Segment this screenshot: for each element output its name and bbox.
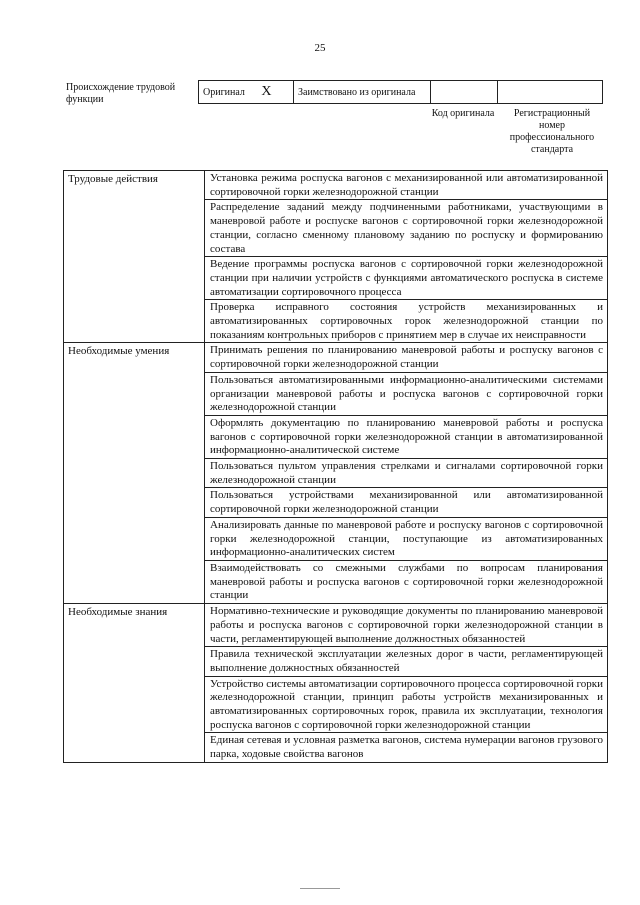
section-item: Принимать решения по планированию маневровой работы и роспуску вагонов с сортировочной горки железнодорожной станции: [205, 343, 608, 372]
section-label: Трудовые действия: [64, 171, 205, 343]
section-label: Необходимые умения: [64, 343, 205, 604]
section-item: Нормативно-технические и руководящие документы по планированию маневровой работы и роспуска вагонов с сортировочной горки железнодорожной станции в части, регламентирующей выполнение должностных обязанностей: [205, 604, 608, 647]
table-row: [64, 604, 608, 647]
original-cell: [199, 81, 294, 104]
code-cell: [431, 81, 498, 104]
section-item: Анализировать данные по маневровой работе и роспуску вагонов с сортировочной горки железнодорожной станции, поступающие из автоматизированных информационно-аналитических систем: [205, 517, 608, 560]
section-label: Необходимые знания: [64, 604, 205, 763]
footer-line: [300, 888, 340, 889]
reg-number-cell: [498, 81, 603, 104]
section-item: Устройство системы автоматизации сортировочного процесса сортировочной горки железнодорожной станции, принцип работы устройств механизированных и автоматизированных сортировочных горок, правила их эксплуатации, технология роспуска вагонов с сортировочной горки железнодорожной станции: [205, 676, 608, 733]
table-row: [64, 171, 608, 200]
section-item: Правила технической эксплуатации железных дорог в части, регламентирующей выполнение должностных обязанностей: [205, 647, 608, 676]
function-table: [63, 170, 608, 763]
origin-table: [198, 80, 603, 104]
section-item: Пользоваться устройствами механизированной или автоматизированной сортировочной горки железнодорожной станции: [205, 488, 608, 517]
section-item: Проверка исправного состояния устройств механизированных и автоматизированных сортировочных горок железнодорожной станции по показаниям контрольных приборов с принятием мер в случае их неисправности: [205, 300, 608, 343]
section-item: Оформлять документацию по планированию маневровой работы и роспуска вагонов с сортировочной горки железнодорожной станции в автоматизированной информационно-аналитической системе: [205, 415, 608, 458]
page-number: 25: [314, 42, 326, 54]
original-mark: X: [261, 84, 272, 99]
borrowed-label: Заимствовано из оригинала: [298, 86, 416, 98]
origin-label: Происхождение трудовой функции: [66, 82, 176, 105]
section-item: Взаимодействовать со смежными службами по вопросам планирования маневровой работы и роспуска вагонов с сортировочной горки железнодорожной станции: [205, 560, 608, 603]
section-item: Установка режима роспуска вагонов с механизированной или автоматизированной сортировочной горки железнодорожной станции: [205, 171, 608, 200]
section-item: Распределение заданий между подчиненными работниками, участвующими в маневровой работе и роспуске вагонов с сортировочной горки железнодорожной станции, согласно сменному плановому заданию по роспуску и формированию состава: [205, 200, 608, 257]
reg-number-caption: Регистрационный номер профессионального стандарта: [509, 108, 595, 155]
table-row: [64, 343, 608, 372]
borrowed-cell: [294, 81, 431, 104]
code-caption: Код оригинала: [431, 108, 495, 119]
section-item: Единая сетевая и условная разметка вагонов, система нумерации вагонов грузового парка, ходовые свойства вагонов: [205, 733, 608, 762]
section-item: Ведение программы роспуска вагонов с сортировочной горки железнодорожной станции при наличии устройств с функциями автоматического роспуска в системе автоматизации сортировочного процесса: [205, 257, 608, 300]
original-label: Оригинал: [203, 87, 245, 98]
section-item: Пользоваться пультом управления стрелками и сигналами сортировочной горки железнодорожной станции: [205, 459, 608, 488]
section-item: Пользоваться автоматизированными информационно-аналитическими системами организации маневровой работы и роспуска вагонов с сортировочной горки железнодорожной станции: [205, 372, 608, 415]
